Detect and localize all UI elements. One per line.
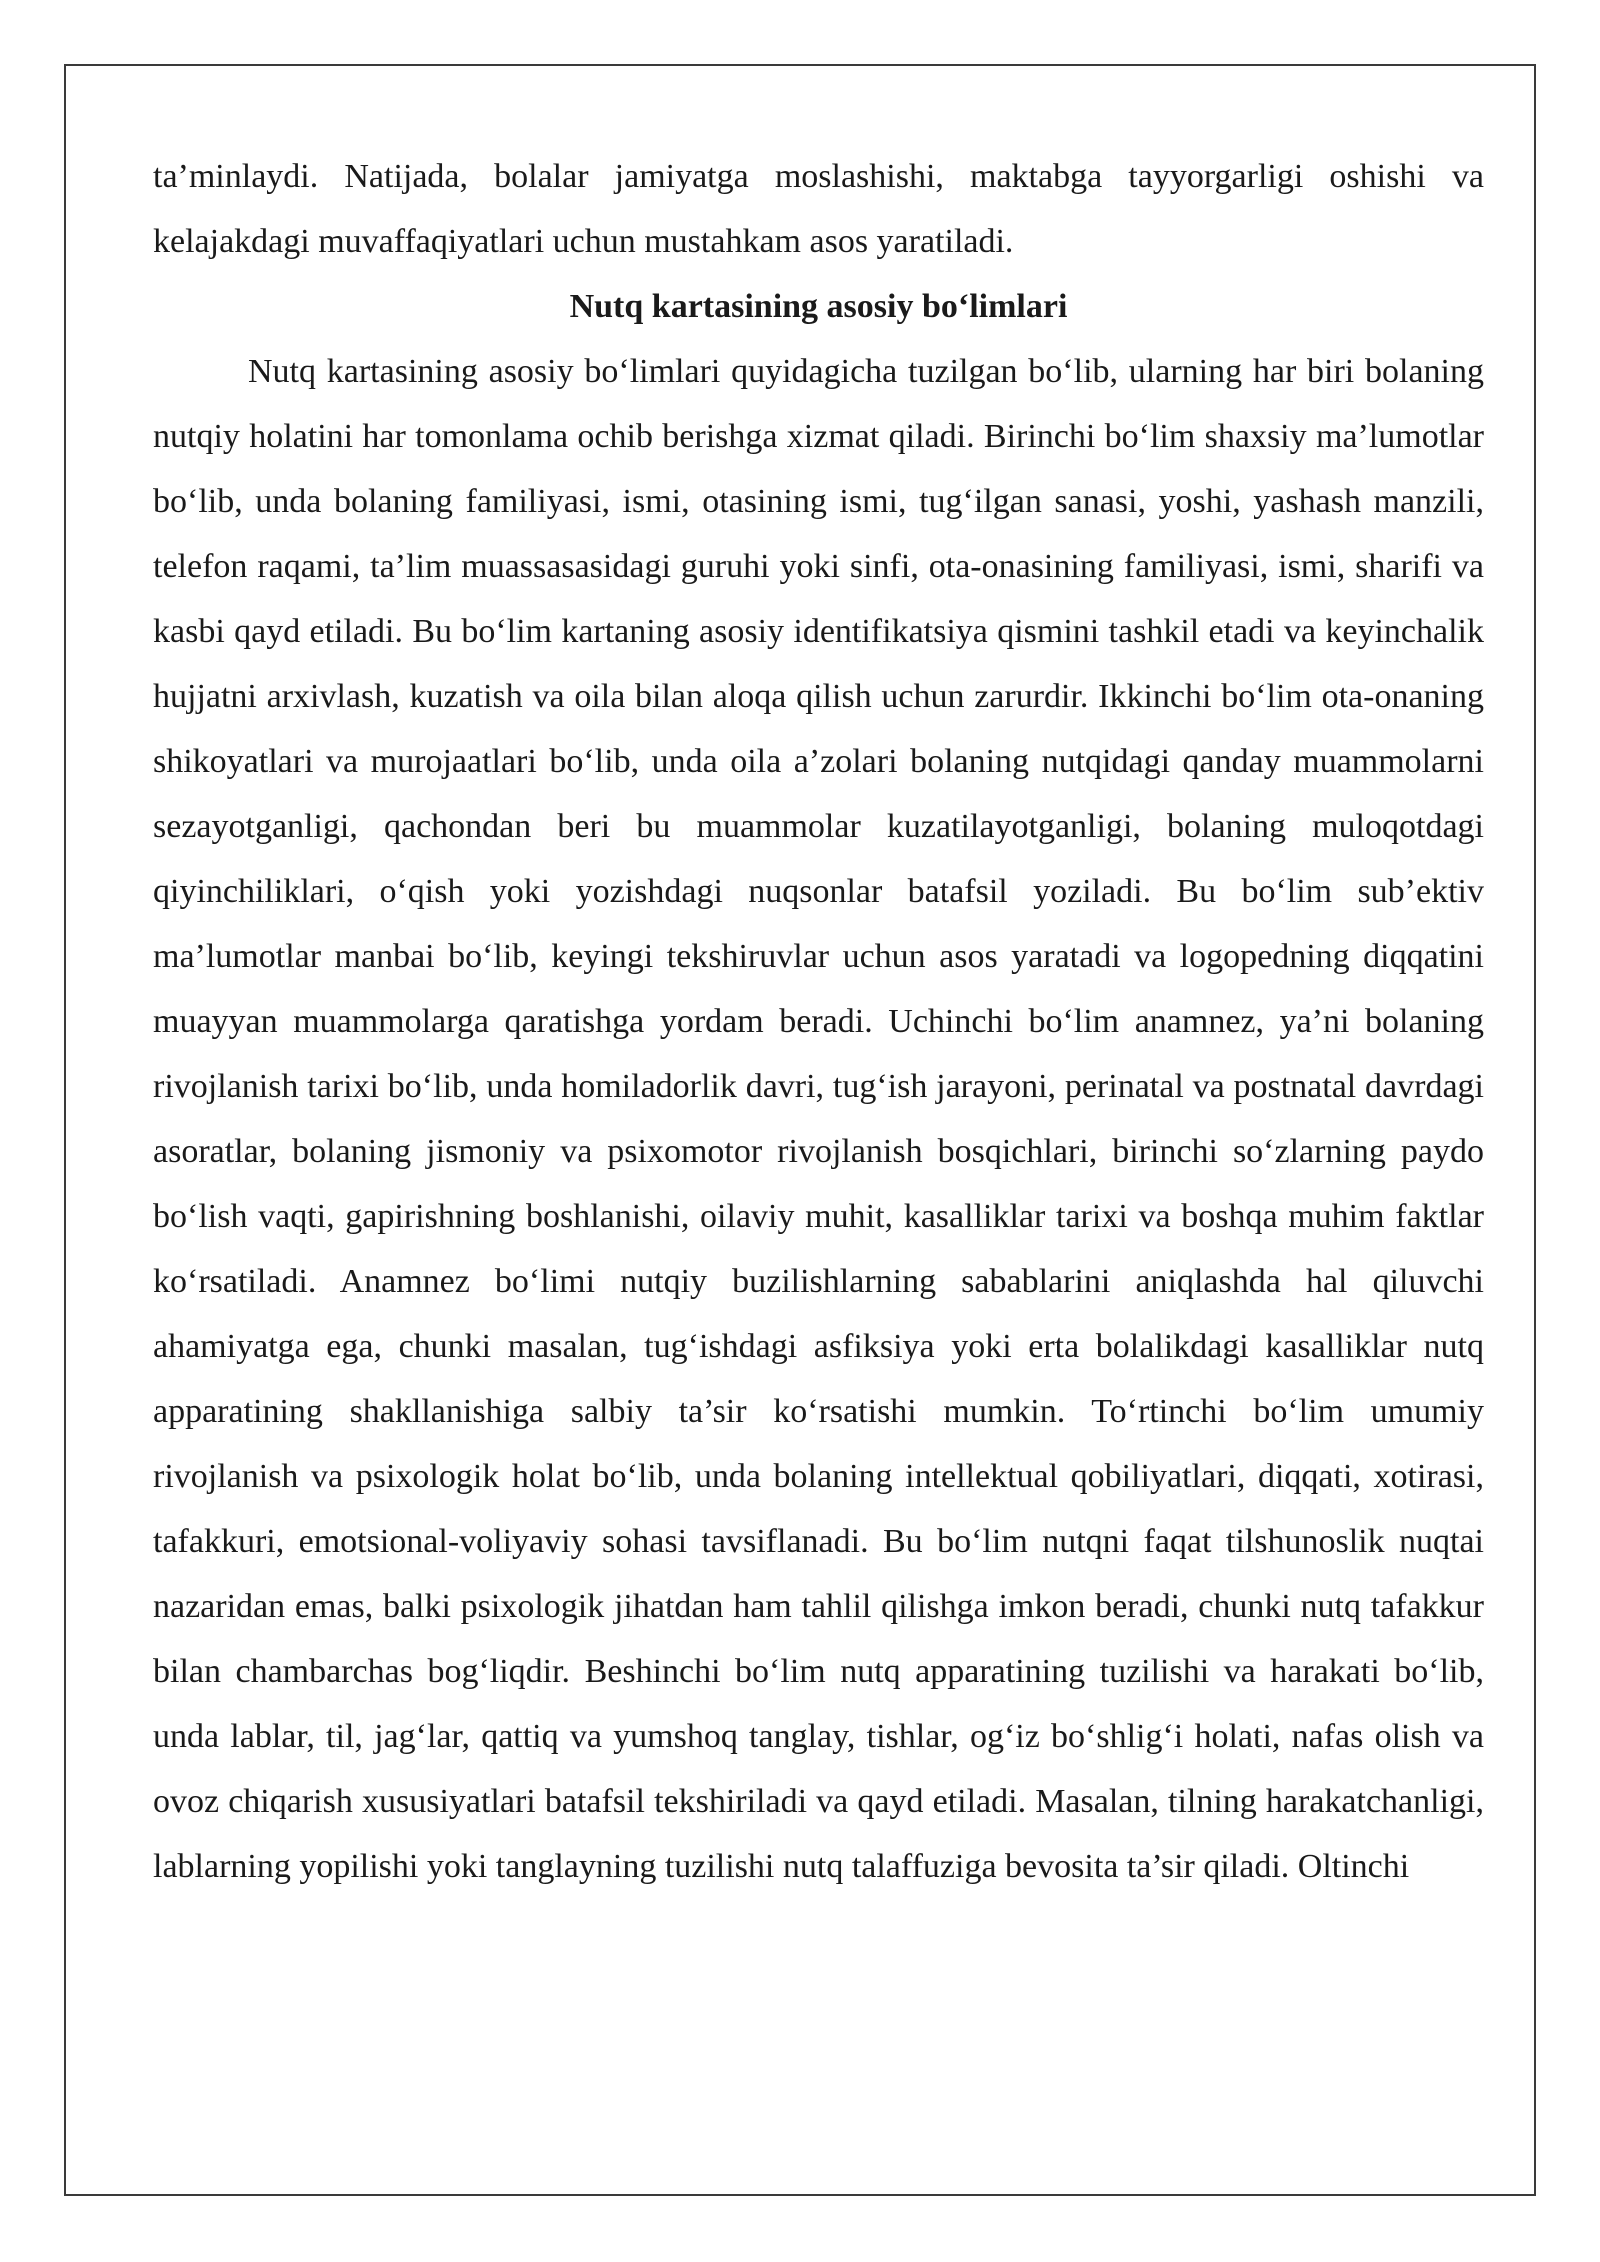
body-paragraph: Nutq kartasining asosiy bo‘limlari quyidagicha tuzilgan bo‘lib, ularning har biri bolaning nutqiy holatini har tomonlama ochib berishga xizmat qiladi. Birinchi bo‘lim shaxsiy ma’lumotlar bo‘lib, unda bolaning familiyasi, ismi, otasining ismi, tug‘ilgan sanasi, yoshi, yashash manzili, telefon raqami, ta’lim muassasasidagi guruhi yoki sinfi, ota-onasining familiyasi, ismi, sharifi va kasbi qayd etiladi. Bu bo‘lim kartaning asosiy identifikatsiya qismini tashkil etadi va keyinchalik hujjatni arxivlash, kuzatish va oila bilan aloqa qilish uchun zarurdir. Ikkinchi bo‘lim ota-onaning shikoyatlari va murojaatlari bo‘lib, unda oila a’zolari bolaning nutqidagi qanday muammolarni sezayotganligi, qachondan beri bu muammolar kuzatilayotganligi, bolaning muloqotdagi qiyinchiliklari, o‘qish yoki yozishdagi nuqsonlar batafsil yoziladi. Bu bo‘lim sub’ektiv ma’lumotlar manbai bo‘lib, keyingi tekshiruvlar uchun asos yaratadi va logopedning diqqatini muayyan muammolarga qaratishga yordam beradi. Uchinchi bo‘lim anamnez, ya’ni bolaning rivojlanish tarixi bo‘lib, unda homiladorlik davri, tug‘ish jarayoni, perinatal va postnatal davrdagi asoratlar, bolaning jismoniy va psixomotor rivojlanish bosqichlari, birinchi so‘zlarning paydo bo‘lish vaqti, gapirishning boshlanishi, oilaviy muhit, kasalliklar tarixi va boshqa muhim faktlar ko‘rsatiladi. Anamnez bo‘limi nutqiy buzilishlarning sabablarini aniqlashda hal qiluvchi ahamiyatga ega, chunki masalan, tug‘ishdagi asfiksiya yoki erta bolalikdagi kasalliklar nutq apparatining shakllanishiga salbiy ta’sir ko‘rsatishi mumkin. To‘rtinchi bo‘lim umumiy rivojlanish va psixologik holat bo‘lib, unda bolaning intellektual qobiliyatlari, diqqati, xotirasi, tafakkuri, emotsional-voliyaviy sohasi tavsiflanadi. Bu bo‘lim nutqni faqat tilshunoslik nuqtai nazaridan emas, balki psixologik jihatdan ham tahlil qilishga imkon beradi, chunki nutq tafakkur bilan chambarchas bog‘liqdir. Beshinchi bo‘lim nutq apparatining tuzilishi va harakati bo‘lib, unda lablar, til, jag‘lar, qattiq va yumshoq tanglay, tishlar, og‘iz bo‘shlig‘i holati, nafas olish va ovoz chiqarish xususiyatlari batafsil tekshiriladi va qayd etiladi. Masalan, tilning harakatchanligi, lablarning yopilishi yoki tanglayning tuzilishi nutq talaffuziga bevosita ta’sir qiladi. Oltinchi bbox=[153, 353, 1484, 1885]
section-heading: Nutq kartasining asosiy bo‘limlari bbox=[569, 288, 1068, 325]
document-body bbox=[153, 144, 1484, 1899]
continuation-paragraph: ta’minlaydi. Natijada, bolalar jamiyatga moslashishi, maktabga tayyorgarligi oshishi va kelajakdagi muvaffaqiyatlari uchun mustahkam asos yaratiladi. bbox=[153, 158, 1484, 260]
